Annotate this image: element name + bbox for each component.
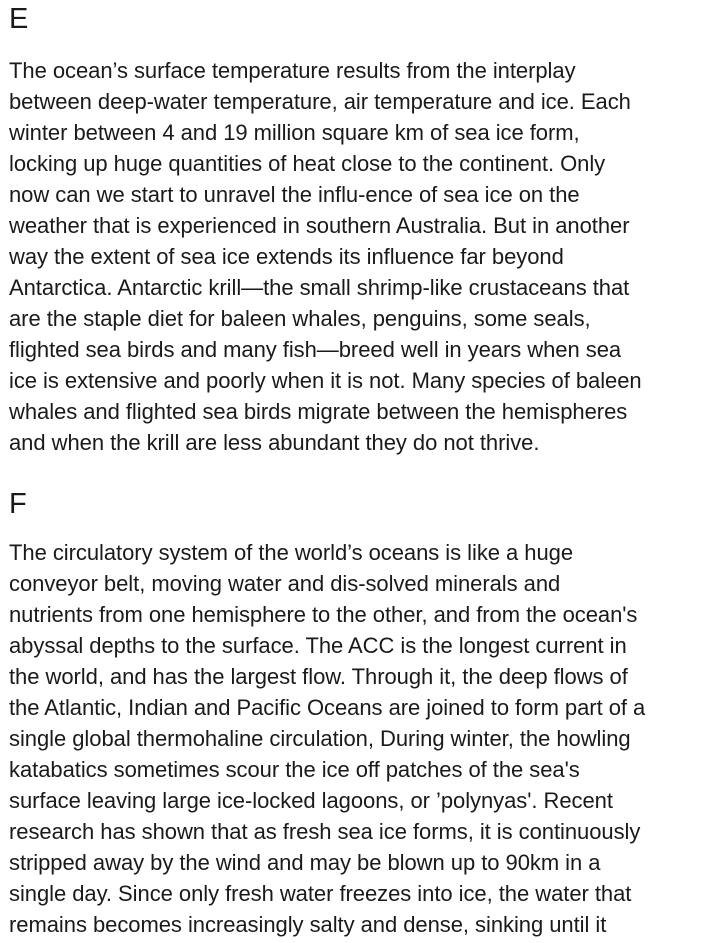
- text-line: ice is extensive and poorly when it is not. Many species of baleen: [9, 368, 642, 393]
- text-line: katabatics sometimes scour the ice off patches of the sea's: [9, 757, 580, 782]
- section-heading-e: E: [9, 3, 29, 35]
- text-line: way the extent of sea ice extends its influence far beyond: [9, 244, 564, 269]
- text-line: the Atlantic, Indian and Pacific Oceans are joined to form part of a: [9, 695, 646, 720]
- text-line: The circulatory system of the world’s oceans is like a huge: [9, 540, 574, 565]
- text-line: and when the krill are less abundant they do not thrive.: [9, 430, 540, 455]
- text-line: research has shown that as fresh sea ice forms, it is continuously: [9, 819, 641, 844]
- text-line: surface leaving large ice-locked lagoons, or ’polynyas'. Recent: [9, 788, 613, 813]
- section-paragraph-e: [9, 55, 699, 458]
- text-line: conveyor belt, moving water and dis-solved minerals and: [9, 571, 561, 596]
- text-line: the world, and has the largest flow. Through it, the deep flows of: [9, 664, 628, 689]
- text-line: remains becomes increasingly salty and dense, sinking until it: [9, 912, 607, 937]
- text-line: whales and flighted sea birds migrate between the hemispheres: [9, 399, 628, 424]
- text-line: nutrients from one hemisphere to the other, and from the ocean's: [9, 602, 638, 627]
- text-line: flighted sea birds and many fish—breed well in years when sea: [9, 337, 622, 362]
- text-line: stripped away by the wind and may be blown up to 90km in a: [9, 850, 601, 875]
- text-line: now can we start to unravel the influ-ence of sea ice on the: [9, 182, 580, 207]
- text-line: winter between 4 and 19 million square km of sea ice form,: [9, 120, 580, 145]
- text-line: weather that is experienced in southern Australia. But in another: [9, 213, 630, 238]
- text-line: between deep-water temperature, air temperature and ice. Each: [9, 89, 631, 114]
- text-line: single global thermohaline circulation, During winter, the howling: [9, 726, 631, 751]
- text-line: locking up huge quantities of heat close to the continent. Only: [9, 151, 606, 176]
- text-line: single day. Since only fresh water freezes into ice, the water that: [9, 881, 632, 906]
- section-paragraph-f: [9, 537, 699, 940]
- text-line: The ocean’s surface temperature results from the interplay: [9, 58, 576, 83]
- text-line: abyssal depths to the surface. The ACC is the longest current in: [9, 633, 627, 658]
- text-line: Antarctica. Antarctic krill—the small shrimp-like crustaceans that: [9, 275, 630, 300]
- text-line: are the staple diet for baleen whales, penguins, some seals,: [9, 306, 591, 331]
- section-heading-f: F: [9, 488, 27, 520]
